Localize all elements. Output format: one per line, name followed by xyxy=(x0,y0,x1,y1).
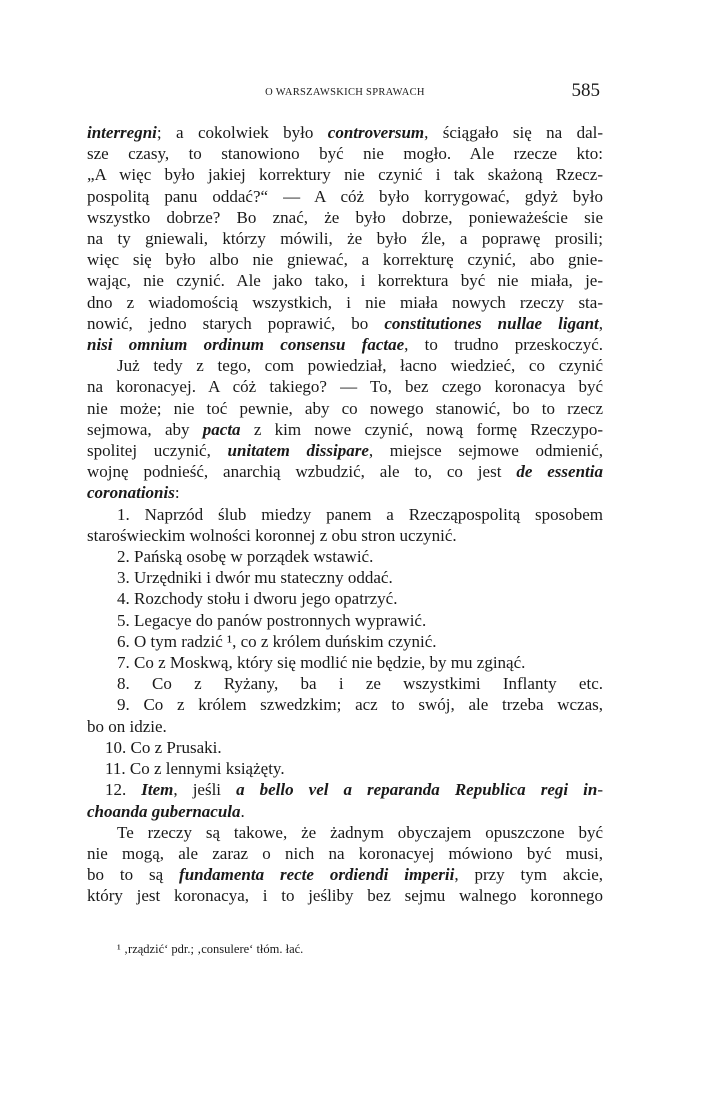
text-line: Już tedy z tego, com powiedział, łacno wiedzieć, co czynić xyxy=(117,356,603,376)
text-line: nowić, jedno starych poprawić, bo constitutiones nullae ligant, xyxy=(87,313,603,333)
text-line: który jest koronacya, i to jeśliby bez sejmu walnego koronnego xyxy=(87,886,603,906)
text-line: 4. Rozchody stołu i dworu jego opatrzyć. xyxy=(117,589,398,609)
text-line: wojnę podnieść, anarchią wzbudzić, ale to, co jest de essentia xyxy=(87,462,603,482)
text-line: bo on idzie. xyxy=(87,716,167,736)
text-line: 8. Co z Ryżany, ba i ze wszystkimi Inflanty etc. xyxy=(117,674,603,694)
footnote: ¹ ‚rządzić‘ pdr.; ‚consulere‘ tłóm. łać. xyxy=(117,942,304,956)
text-line: sze czasy, to stanowiono być nie mogło. Ale rzecze kto: xyxy=(87,144,603,164)
text-line: 5. Legacye do panów postronnych wyprawić. xyxy=(117,610,427,630)
text-line: 7. Co z Moskwą, który się modlić nie będzie, by mu zginąć. xyxy=(117,653,526,673)
text-line: nie może; nie toć pewnie, aby co nowego stanowić, bo to rzecz xyxy=(87,398,603,418)
running-header xyxy=(87,80,603,104)
text-line: więc się było albo nie gniewać, a korrekturę czynić, abo gnie- xyxy=(87,250,603,270)
page-number: 585 xyxy=(571,80,600,101)
text-line: 10. Co z Prusaki. xyxy=(105,737,222,757)
running-title: O WARSZAWSKICH SPRAWACH xyxy=(265,87,425,98)
text-line: interregni; a cokolwiek było controversum, ściągało się na dal- xyxy=(87,123,603,142)
text-line: coronationis: xyxy=(87,483,180,503)
text-line: nisi omnium ordinum consensu factae, to trudno przeskoczyć. xyxy=(87,335,603,355)
text-line: 12. Item, jeśli a bello vel a reparanda Republica regi in- xyxy=(105,780,603,800)
text-line: 9. Co z królem szwedzkim; acz to swój, ale trzeba wczas, xyxy=(117,695,603,715)
text-line: na koronacyej. A cóż takiego? — To, bez czego koronacya być xyxy=(87,377,603,397)
text-line: 6. O tym radzić ¹, co z królem duńskim czynić. xyxy=(117,631,437,651)
text-line: nie mogą, ale zaraz o nich na koronacyej mówiono być musi, xyxy=(87,843,603,863)
text-line: wszystko dobrze? Bo znać, że było dobrze, ponieważeście sie xyxy=(87,207,603,227)
text-line: Te rzeczy są takowe, że żadnym obyczajem opuszczone być xyxy=(117,822,603,842)
text-line: staroświeckim wolności koronnej z obu stron uczynić. xyxy=(87,525,457,545)
text-line: 2. Pańską osobę w porządek wstawić. xyxy=(117,547,374,567)
text-line: bo to są fundamenta recte ordiendi imperii, przy tym akcie, xyxy=(87,865,604,885)
text-line: „A więc było jakiej korrektury nie czynić i tak skażoną Rzecz- xyxy=(87,165,603,185)
text-line: dno z wiadomością wszystkich, i nie miała nowych rzeczy sta- xyxy=(87,292,603,312)
text-line: sejmowa, aby pacta z kim nowe czynić, nową formę Rzeczypo- xyxy=(87,419,603,439)
body-text xyxy=(87,122,603,907)
text-line: pospolitą panu oddać?“ — A cóż było korrygować, gdyż było xyxy=(87,186,603,206)
text-line: 3. Urzędniki i dwór mu stateczny oddać. xyxy=(117,568,393,588)
text-line: spolitej uczynić, unitatem dissipare, miejsce sejmowe odmienić, xyxy=(87,441,603,461)
text-line: na ty gniewali, którzy mówili, że było źle, a poprawę prosili; xyxy=(87,229,603,249)
text-line: 1. Naprzód ślub miedzy panem a Rzecząpospolitą sposobem xyxy=(117,504,603,524)
text-line: wając, nie czynić. Ale jako tako, i korrektura być nie miała, je- xyxy=(87,271,603,291)
text-line: choanda gubernacula. xyxy=(87,801,245,821)
text-line: 11. Co z lennymi książęty. xyxy=(105,759,285,779)
